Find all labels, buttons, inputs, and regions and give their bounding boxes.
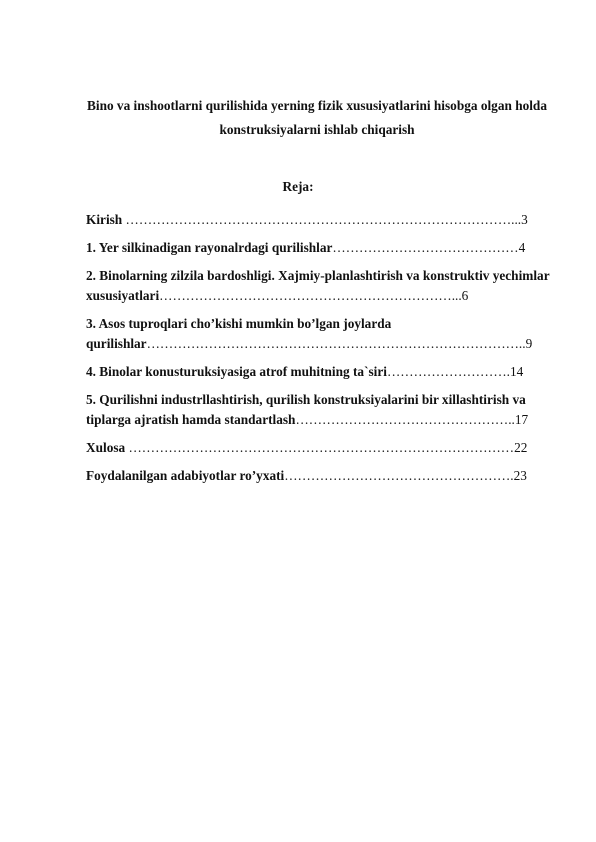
toc-entry-page: 6 [461,288,469,303]
toc-entry-page: 4 [518,240,526,255]
toc-entry-3 [86,314,554,354]
toc-entry-label: 2. Binolarning zilzila bardoshligi. Xajmiy-planlashtirish va konstruktiv yechimlar xususiyatlari [86,268,550,303]
toc-entry-page: 14 [509,364,524,379]
toc-entry-kirish [86,210,554,230]
toc-entry-2 [86,266,554,306]
toc-entry-leader: …………………………………………………………... [159,288,462,303]
toc-entry-label: 4. Binolar konusturuksiyasiga atrof muhitning ta`siri [86,364,387,379]
toc-entry-leader: ………………………. [386,364,510,379]
table-of-contents [86,210,554,494]
toc-entry-label: 1. Yer silkinadigan rayonalrdagi qurilishlar [86,240,333,255]
toc-entry-page: 23 [513,468,527,483]
toc-entry-5 [86,390,554,430]
toc-entry-page: 3 [521,212,528,227]
plan-heading: Reja: [282,179,314,194]
toc-entry-leader: ……………………………………………. [284,468,514,483]
document-title: Bino va inshootlarni qurilishida yerning fizik xususiyatlarini hisobga olgan holda konstruksiyalarni ishlab chiqarish [87,98,547,137]
toc-entry-leader: …………………………………… [332,240,519,255]
toc-entry-label: Foydalanilgan adabiyotlar ro’yxati [86,468,285,483]
toc-entry-label: 5. Qurilishni industrllashtirish, qurilish konstruksiyalarini bir xillashtirish va tiplarga ajratish hamda standartlash [86,392,526,427]
toc-entry-references [86,466,554,486]
toc-entry-label: 3. Asos tuproqlari cho’kishi mumkin bo’lgan joylarda qurilishlar [86,316,392,351]
toc-entry-page: 22 [514,440,528,455]
toc-entry-page: 9 [525,336,533,351]
toc-entry-4 [86,362,554,382]
toc-entry-leader: ……………………………………………………………………………... [122,212,522,227]
toc-entry-page: 17 [514,412,529,427]
toc-entry-leader: …………………………………………………………………………… [125,440,515,455]
toc-entry-xulosa [86,438,554,458]
toc-entry-leader: ………………………………………….. [295,412,515,427]
toc-entry-label: Xulosa [86,440,126,455]
toc-entry-label: Kirish [86,212,123,227]
toc-entry-leader: ………………………………………………………………………….. [146,336,526,351]
toc-entry-1 [86,238,554,258]
